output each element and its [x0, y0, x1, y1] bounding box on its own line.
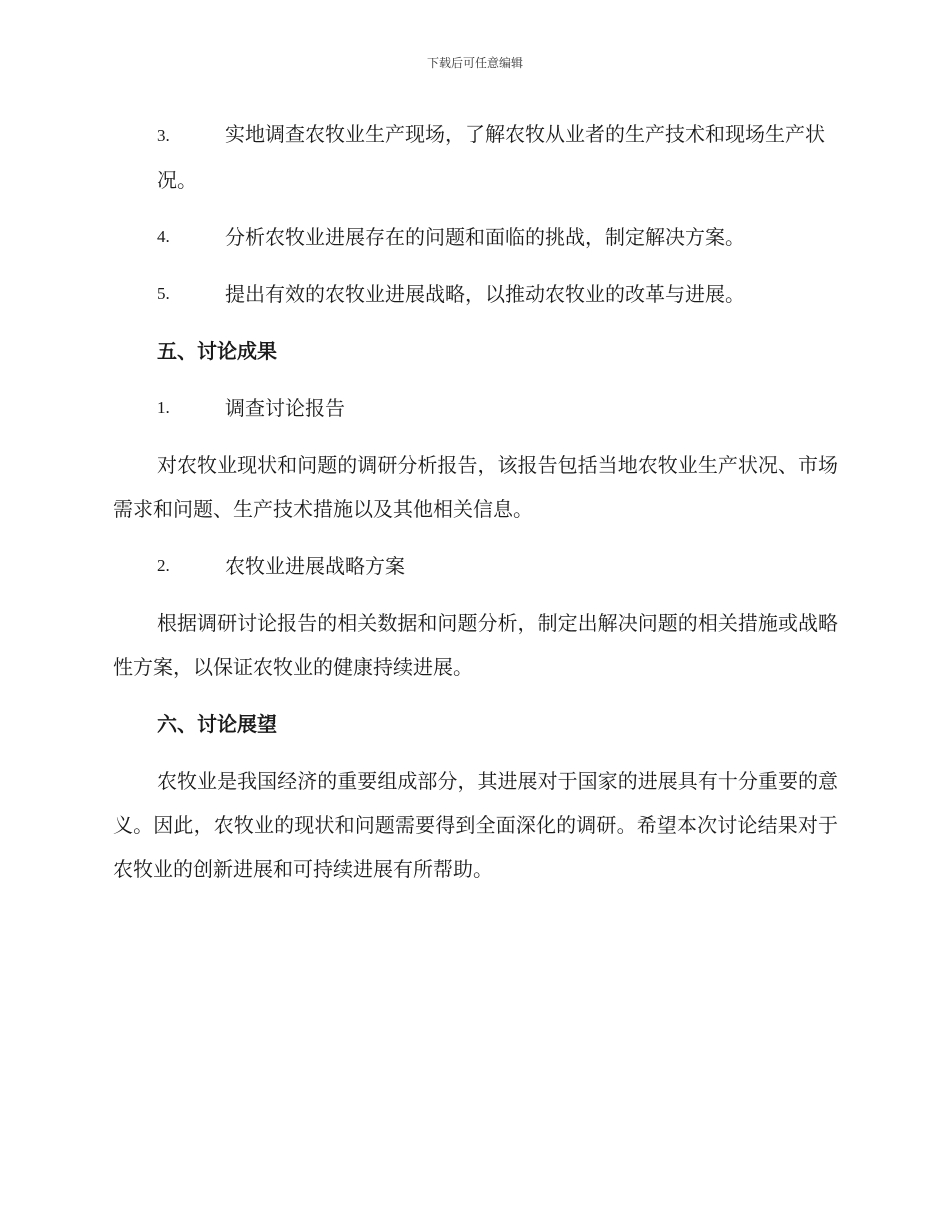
- list-text: 调查讨论报告: [225, 396, 345, 420]
- paragraph: 根据调研讨论报告的相关数据和问题分析，制定出解决问题的相关措施或战略性方案，以保证农牧业的健康持续进展。: [113, 611, 838, 679]
- list-item: [113, 386, 838, 430]
- paragraph: 农牧业是我国经济的重要组成部分，其进展对于国家的进展具有十分重要的意义。因此，农牧业的现状和问题需要得到全面深化的调研。希望本次讨论结果对于农牧业的创新进展和可持续进展有所帮助。: [113, 769, 838, 881]
- list-number: 1.: [157, 398, 170, 417]
- list-item: [113, 544, 838, 588]
- list-number: 4.: [157, 227, 170, 246]
- list-item: [113, 215, 838, 259]
- list-number: 2.: [157, 556, 170, 575]
- document-body: [113, 112, 838, 904]
- list-text: 农牧业进展战略方案: [225, 554, 405, 578]
- page-header: 下载后可任意编辑: [426, 56, 523, 70]
- list-number: 5.: [157, 284, 170, 303]
- section-heading: 六、讨论展望: [157, 712, 277, 736]
- list-text: 提出有效的农牧业进展战略，以推动农牧业的改革与进展。: [225, 282, 745, 306]
- list-item: [113, 112, 838, 202]
- list-text: 分析农牧业进展存在的问题和面临的挑战，制定解决方案。: [225, 225, 745, 249]
- section-heading: 五、讨论成果: [157, 339, 277, 363]
- list-item: [113, 272, 838, 316]
- paragraph: 对农牧业现状和问题的调研分析报告，该报告包括当地农牧业生产状况、市场需求和问题、生产技术措施以及其他相关信息。: [113, 453, 838, 521]
- list-number: 3.: [157, 126, 170, 145]
- list-text: 实地调查农牧业生产现场，了解农牧从业者的生产技术和现场生产状况。: [157, 122, 825, 192]
